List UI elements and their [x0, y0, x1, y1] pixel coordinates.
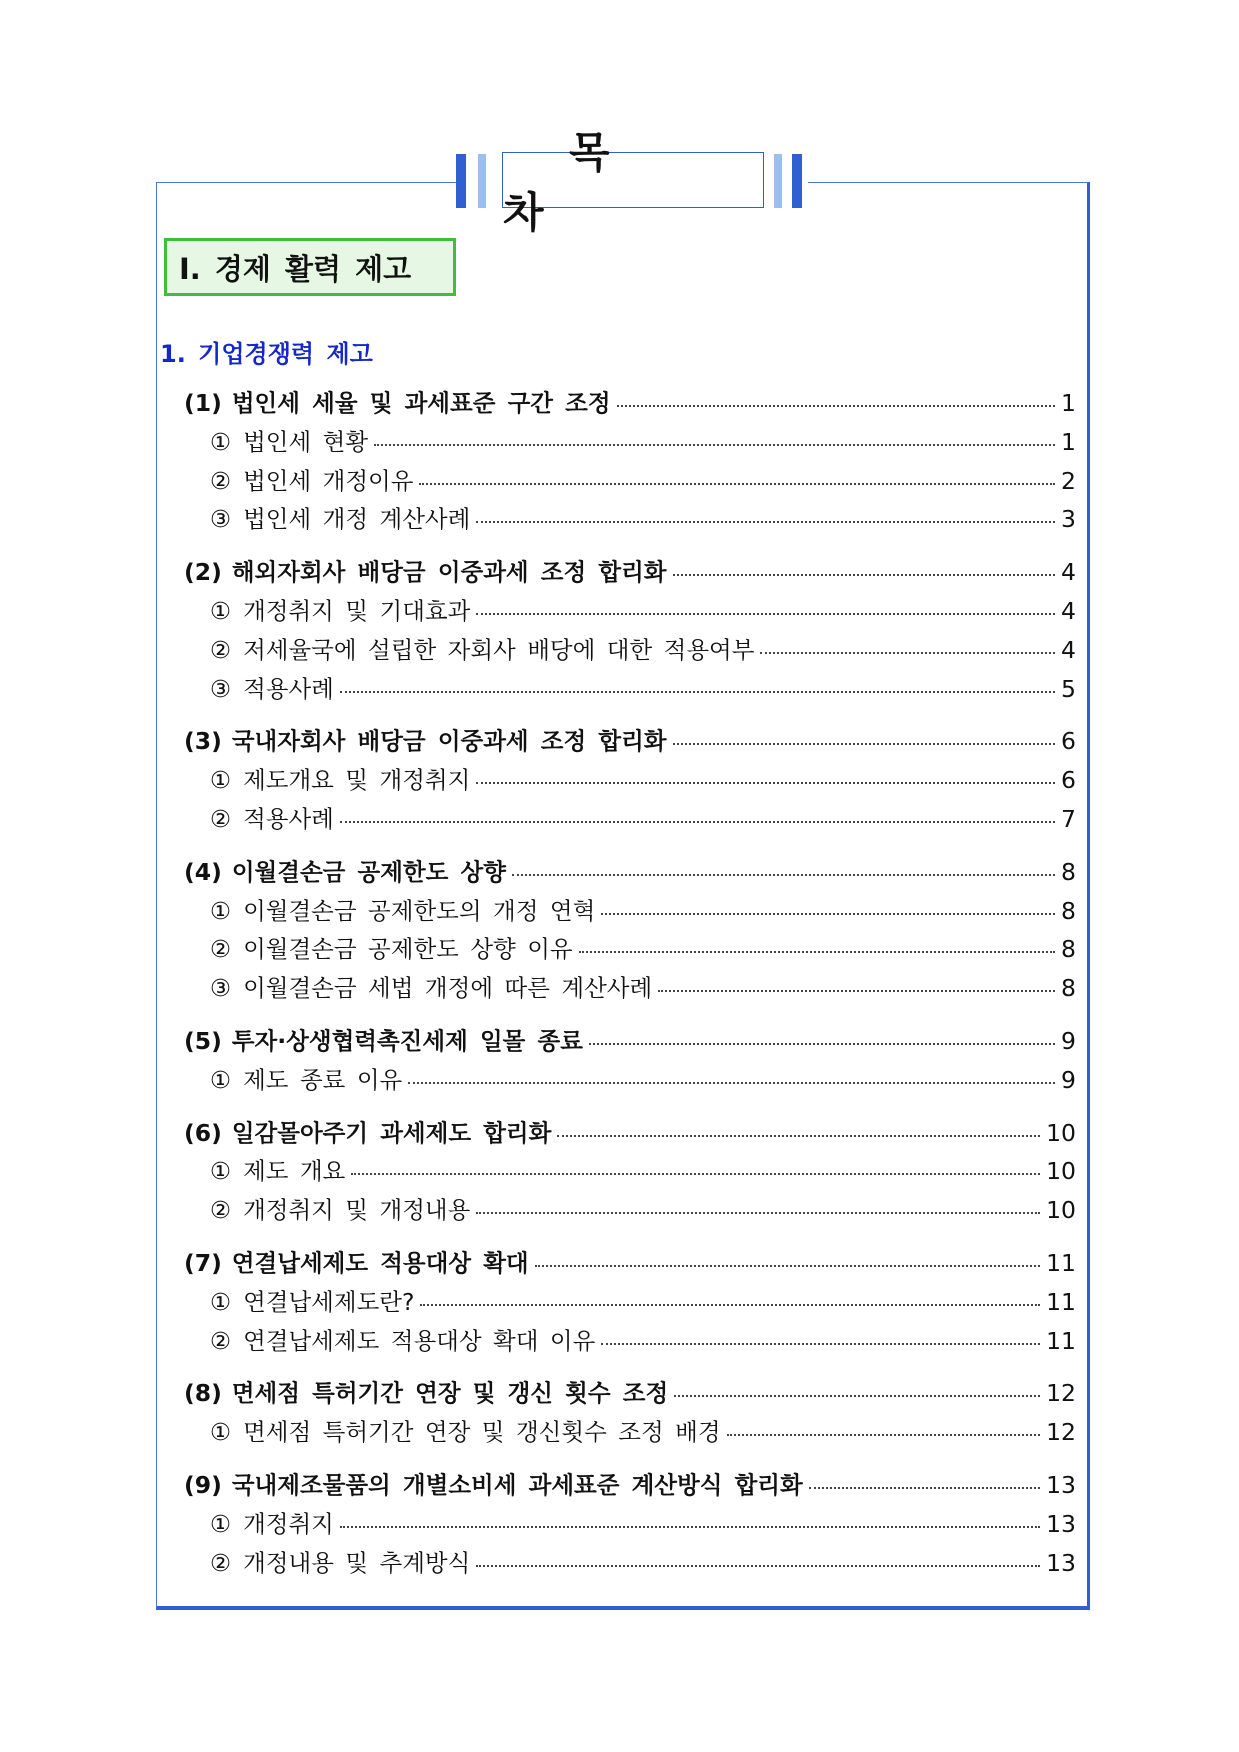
toc-entry[interactable] [184, 553, 1076, 592]
toc-subentry[interactable] [184, 761, 1076, 800]
toc-subentry[interactable] [184, 969, 1076, 1008]
toc-entry-label: 투자·상생협력촉진세제 일몰 종료 [231, 1026, 583, 1055]
toc-subentry[interactable] [184, 1191, 1076, 1230]
page-number: 9 [1061, 1026, 1076, 1055]
toc-subentry-number: ② [210, 804, 232, 833]
chapter-heading: 1. 기업경쟁력 제고 [160, 340, 373, 368]
dot-leader [760, 650, 1055, 654]
toc-subentry-number: ② [210, 1548, 232, 1577]
toc-entry-label: 국내제조물품의 개별소비세 과세표준 계산방식 합리화 [231, 1470, 803, 1499]
toc-subentry-label: 개정취지 [243, 1509, 334, 1538]
title-bar-decoration [478, 154, 486, 208]
toc-subentry-label: 면세점 특허기간 연장 및 갱신횟수 조정 배경 [243, 1418, 721, 1447]
toc-subentry-number: ② [210, 935, 232, 964]
toc-subentry[interactable] [184, 631, 1076, 670]
page-number: 4 [1061, 596, 1076, 625]
toc-subentry-label: 개정내용 및 추계방식 [243, 1548, 471, 1577]
toc-group [184, 1022, 1076, 1100]
toc-entry-number: (3) [184, 727, 222, 756]
toc-subentry-label: 저세율국에 설립한 자회사 배당에 대한 적용여부 [243, 635, 755, 664]
page-number: 13 [1046, 1509, 1076, 1538]
page-number: 4 [1061, 558, 1076, 587]
toc-group [184, 384, 1076, 539]
toc-subentry[interactable] [184, 1283, 1076, 1322]
toc-subentry-label: 이월결손금 공제한도의 개정 연혁 [243, 896, 596, 925]
page-number: 12 [1046, 1379, 1076, 1408]
toc-entry-label: 국내자회사 배당금 이중과세 조정 합리화 [231, 727, 667, 756]
toc-entry[interactable] [184, 1374, 1076, 1413]
toc-subentry-number: ① [210, 766, 232, 795]
toc-entry-label: 법인세 세율 및 과세표준 구간 조정 [231, 389, 611, 417]
page-number: 11 [1046, 1326, 1076, 1355]
toc-subentry-label: 제도 종료 이유 [243, 1065, 403, 1094]
page-number: 4 [1061, 635, 1076, 664]
title-bar-decoration [792, 154, 802, 208]
toc-entry-label: 일감몰아주기 과세제도 합리화 [231, 1118, 552, 1147]
page-number: 8 [1061, 896, 1076, 925]
dot-leader [673, 572, 1056, 576]
toc-subentry-label: 이월결손금 공제한도 상향 이유 [243, 935, 573, 964]
toc-subentry[interactable] [184, 1413, 1076, 1452]
dot-leader [351, 1171, 1040, 1175]
toc-entry-number: (6) [184, 1118, 222, 1147]
toc-entry-number: (2) [184, 558, 222, 587]
toc-subentry-number: ② [210, 1196, 232, 1225]
toc-subentry-label: 적용사례 [243, 674, 334, 703]
toc-subentry-label: 이월결손금 세법 개정에 따른 계산사례 [243, 974, 653, 1003]
dot-leader [512, 872, 1055, 876]
dot-leader [809, 1485, 1040, 1489]
page-number: 1 [1061, 427, 1076, 456]
toc-subentry-number: ③ [210, 974, 232, 1003]
toc-subentry[interactable] [184, 462, 1076, 501]
dot-leader [340, 819, 1055, 823]
page-number: 2 [1061, 466, 1076, 495]
dot-leader [535, 1263, 1040, 1267]
toc-subentry[interactable] [184, 1152, 1076, 1191]
toc-subentry-label: 개정취지 및 개정내용 [243, 1196, 471, 1225]
dot-leader [476, 1563, 1040, 1567]
toc-subentry-number: ① [210, 896, 232, 925]
toc-subentry-number: ① [210, 1065, 232, 1094]
toc-subentry-label: 적용사례 [243, 804, 334, 833]
page-number: 6 [1061, 727, 1076, 756]
toc-subentry-number: ② [210, 466, 232, 495]
page-number: 9 [1061, 1065, 1076, 1094]
page-number: 13 [1046, 1548, 1076, 1577]
toc-subentry[interactable] [184, 1061, 1076, 1100]
toc-subentry[interactable] [184, 1544, 1076, 1583]
dot-leader [601, 911, 1055, 915]
dot-leader [476, 519, 1055, 523]
toc-entry-number: (1) [184, 389, 222, 417]
page-number: 8 [1061, 935, 1076, 964]
section-heading: Ⅰ. 경제 활력 제고 [164, 238, 456, 296]
toc-subentry[interactable] [184, 1505, 1076, 1544]
dot-leader [476, 780, 1055, 784]
toc-subentry-number: ③ [210, 674, 232, 703]
title-bar-decoration [774, 154, 782, 208]
page-number: 11 [1046, 1248, 1076, 1277]
toc-entry-label: 이월결손금 공제한도 상향 [231, 857, 506, 886]
dot-leader [408, 1080, 1055, 1084]
dot-leader [420, 1302, 1040, 1306]
toc-subentry-number: ① [210, 1157, 232, 1186]
toc-subentry-label: 개정취지 및 기대효과 [243, 596, 471, 625]
toc-group [184, 1374, 1076, 1452]
toc-subentry[interactable] [184, 423, 1076, 462]
toc-entry-label: 연결납세제도 적용대상 확대 [231, 1248, 529, 1277]
dot-leader [557, 1133, 1040, 1137]
title-banner [456, 128, 808, 237]
toc-subentry[interactable] [184, 930, 1076, 969]
dot-leader [658, 988, 1055, 992]
toc-subentry-number: ① [210, 596, 232, 625]
dot-leader [617, 403, 1055, 407]
page-number: 10 [1046, 1157, 1076, 1186]
toc-subentry-number: ① [210, 1509, 232, 1538]
toc-entry-number: (8) [184, 1379, 222, 1408]
dot-leader [419, 481, 1055, 485]
page-number: 1 [1061, 389, 1076, 417]
toc-subentry-number: ② [210, 635, 232, 664]
dot-leader [579, 949, 1055, 953]
dot-leader [340, 689, 1055, 693]
toc-group [184, 1114, 1076, 1230]
toc-entry-number: (7) [184, 1248, 222, 1277]
toc-subentry[interactable] [184, 500, 1076, 539]
toc-subentry-label: 연결납세제도란? [243, 1287, 415, 1316]
toc-subentry[interactable] [184, 592, 1076, 631]
toc-subentry-number: ③ [210, 505, 232, 534]
page-number: 10 [1046, 1118, 1076, 1147]
toc-subentry[interactable] [184, 670, 1076, 709]
page-number: 8 [1061, 974, 1076, 1003]
title-bar-decoration [456, 154, 466, 208]
toc-entry-number: (5) [184, 1026, 222, 1055]
toc-subentry-label: 법인세 현황 [243, 427, 369, 456]
page-title: 목 차 [502, 152, 764, 208]
page-number: 12 [1046, 1418, 1076, 1447]
dot-leader [589, 1041, 1055, 1045]
toc-subentry-label: 법인세 개정이유 [243, 466, 414, 495]
toc-subentry-label: 제도 개요 [243, 1157, 346, 1186]
page-number: 3 [1061, 505, 1076, 534]
page-number: 6 [1061, 766, 1076, 795]
toc-group [184, 1244, 1076, 1360]
toc-entry-number: (4) [184, 857, 222, 886]
dot-leader [476, 611, 1055, 615]
dot-leader [601, 1341, 1040, 1345]
toc-group [184, 853, 1076, 1008]
toc-entry-label: 면세점 특허기간 연장 및 갱신 횟수 조정 [231, 1379, 669, 1408]
toc-subentry[interactable] [184, 892, 1076, 931]
toc-entry-label: 해외자회사 배당금 이중과세 조정 합리화 [231, 558, 667, 587]
toc-subentry-label: 제도개요 및 개정취지 [243, 766, 471, 795]
dot-leader [374, 442, 1055, 446]
toc-entry[interactable] [184, 722, 1076, 761]
toc-subentry-number: ① [210, 1287, 232, 1316]
toc-entry[interactable] [184, 853, 1076, 892]
page-number: 10 [1046, 1196, 1076, 1225]
toc-entry-number: (9) [184, 1470, 222, 1499]
page-number: 5 [1061, 674, 1076, 703]
page-number: 7 [1061, 804, 1076, 833]
dot-leader [340, 1524, 1040, 1528]
dot-leader [476, 1210, 1040, 1214]
toc-subentry-number: ② [210, 1326, 232, 1355]
toc-group [184, 722, 1076, 838]
page-number: 11 [1046, 1287, 1076, 1316]
toc-list [184, 384, 1076, 1596]
dot-leader [674, 1393, 1040, 1397]
toc-entry[interactable] [184, 1114, 1076, 1153]
toc-group [184, 553, 1076, 708]
toc-group [184, 1466, 1076, 1582]
toc-subentry-label: 연결납세제도 적용대상 확대 이유 [243, 1326, 596, 1355]
dot-leader [727, 1432, 1041, 1436]
toc-subentry-number: ① [210, 1418, 232, 1447]
dot-leader [673, 741, 1056, 745]
toc-subentry-label: 법인세 개정 계산사례 [243, 505, 471, 534]
page-number: 8 [1061, 857, 1076, 886]
toc-subentry-number: ① [210, 427, 232, 456]
toc-entry[interactable] [184, 1466, 1076, 1505]
toc-entry[interactable] [184, 384, 1076, 423]
toc-entry[interactable] [184, 1244, 1076, 1283]
toc-subentry[interactable] [184, 800, 1076, 839]
page-number: 13 [1046, 1470, 1076, 1499]
toc-subentry[interactable] [184, 1322, 1076, 1361]
toc-entry[interactable] [184, 1022, 1076, 1061]
